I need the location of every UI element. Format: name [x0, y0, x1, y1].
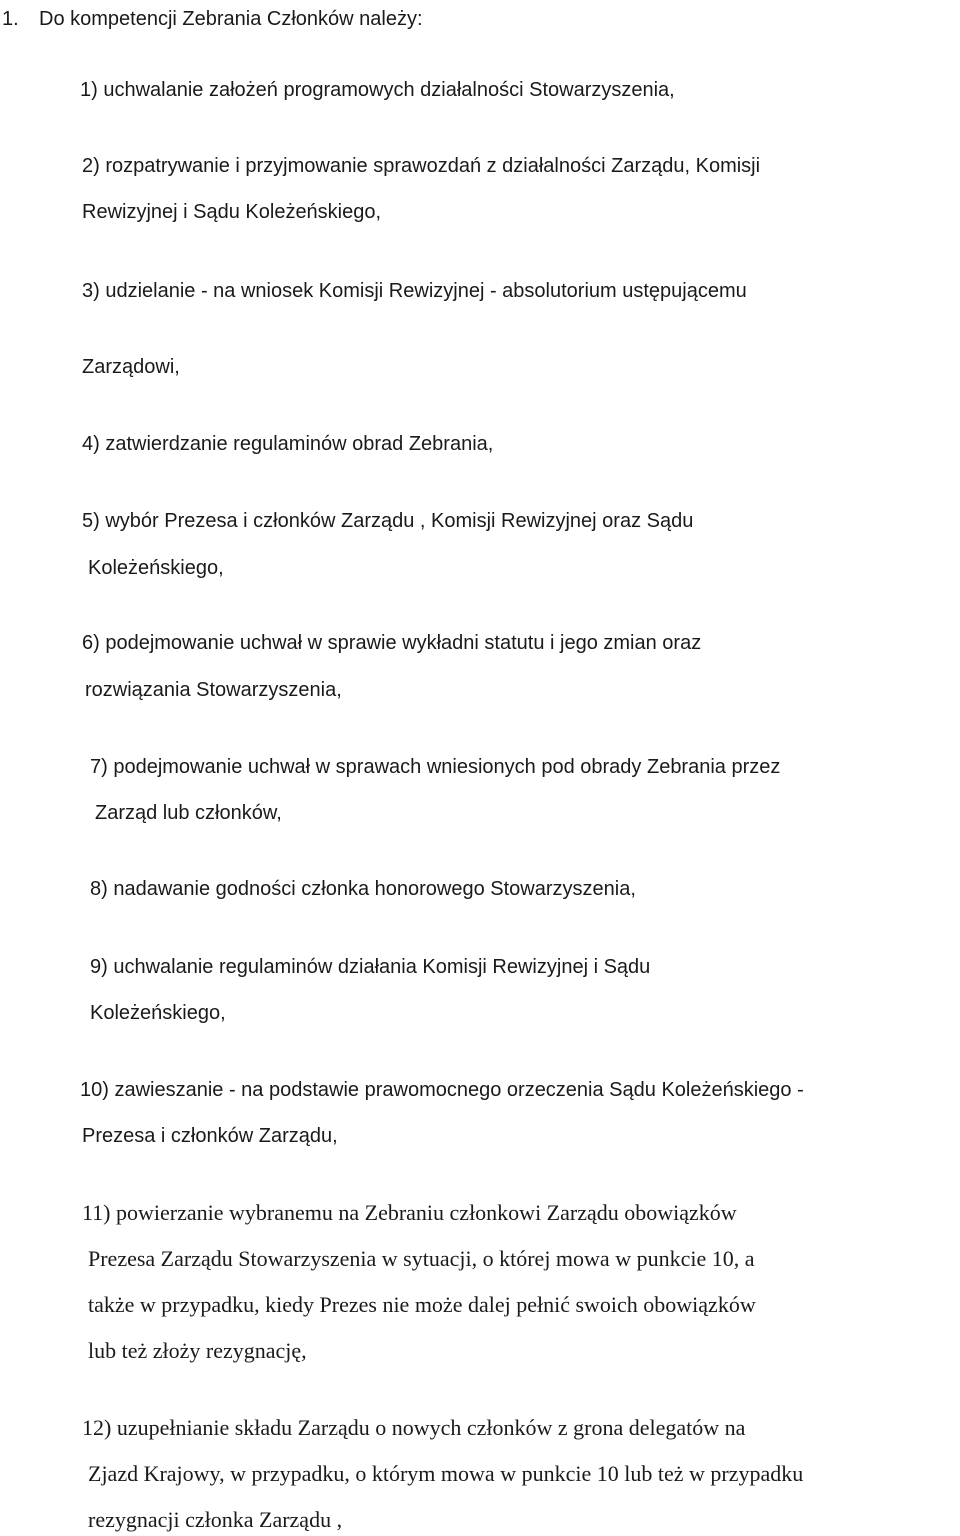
list-item-5-line-2: Koleżeńskiego,	[88, 557, 224, 579]
list-item-11-line-4: lub też złoży rezygnację,	[88, 1338, 307, 1363]
list-item-3-line-2: Zarządowi,	[82, 356, 180, 378]
list-item-1-line-1: 1) uchwalanie założeń programowych działalności Stowarzyszenia,	[80, 79, 675, 101]
heading-text: Do kompetencji Zebrania Członków należy:	[39, 8, 423, 30]
list-item-6-line-1: 6) podejmowanie uchwał w sprawie wykładni statutu i jego zmian oraz	[82, 632, 702, 654]
list-item-2-line-2: Rewizyjnej i Sądu Koleżeńskiego,	[82, 201, 382, 223]
list-item-10-line-1: 10) zawieszanie - na podstawie prawomocnego orzeczenia Sądu Koleżeńskiego -	[80, 1079, 804, 1101]
list-item-7-line-1: 7) podejmowanie uchwał w sprawach wniesionych pod obrady Zebrania przez	[90, 756, 781, 778]
list-item-10-line-2: Prezesa i członków Zarządu,	[82, 1125, 338, 1147]
list-item-4-line-1: 4) zatwierdzanie regulaminów obrad Zebrania,	[82, 433, 494, 455]
list-item-9-line-1: 9) uchwalanie regulaminów działania Komisji Rewizyjnej i Sądu	[90, 956, 651, 978]
list-item-5-line-1: 5) wybór Prezesa i członków Zarządu , Komisji Rewizyjnej oraz Sądu	[82, 510, 694, 532]
list-item-8-line-1: 8) nadawanie godności członka honorowego Stowarzyszenia,	[90, 878, 636, 900]
list-item-9-line-2: Koleżeńskiego,	[90, 1002, 226, 1024]
list-item-11-line-3: także w przypadku, kiedy Prezes nie może dalej pełnić swoich obowiązków	[88, 1292, 756, 1317]
list-item-11-line-1: 11) powierzanie wybranemu na Zebraniu członkowi Zarządu obowiązków	[82, 1200, 737, 1225]
list-item-7-line-2: Zarząd lub członków,	[95, 802, 282, 824]
list-item-12-line-2: Zjazd Krajowy, w przypadku, o którym mowa w punkcie 10 lub też w przypadku	[88, 1461, 804, 1486]
list-item-2-line-1: 2) rozpatrywanie i przyjmowanie sprawozdań z działalności Zarządu, Komisji	[82, 155, 761, 177]
list-item-11-line-2: Prezesa Zarządu Stowarzyszenia w sytuacji, o której mowa w punkcie 10, a	[88, 1246, 755, 1271]
list-item-6-line-2: rozwiązania Stowarzyszenia,	[85, 679, 342, 701]
list-item-12-line-1: 12) uzupełnianie składu Zarządu o nowych członków z grona delegatów na	[82, 1415, 746, 1440]
heading-number: 1.	[2, 8, 19, 30]
list-item-12-line-3: rezygnacji członka Zarządu ,	[88, 1507, 343, 1532]
list-item-3-line-1: 3) udzielanie - na wniosek Komisji Rewizyjnej - absolutorium ustępującemu	[82, 280, 747, 302]
heading	[2, 6, 423, 32]
